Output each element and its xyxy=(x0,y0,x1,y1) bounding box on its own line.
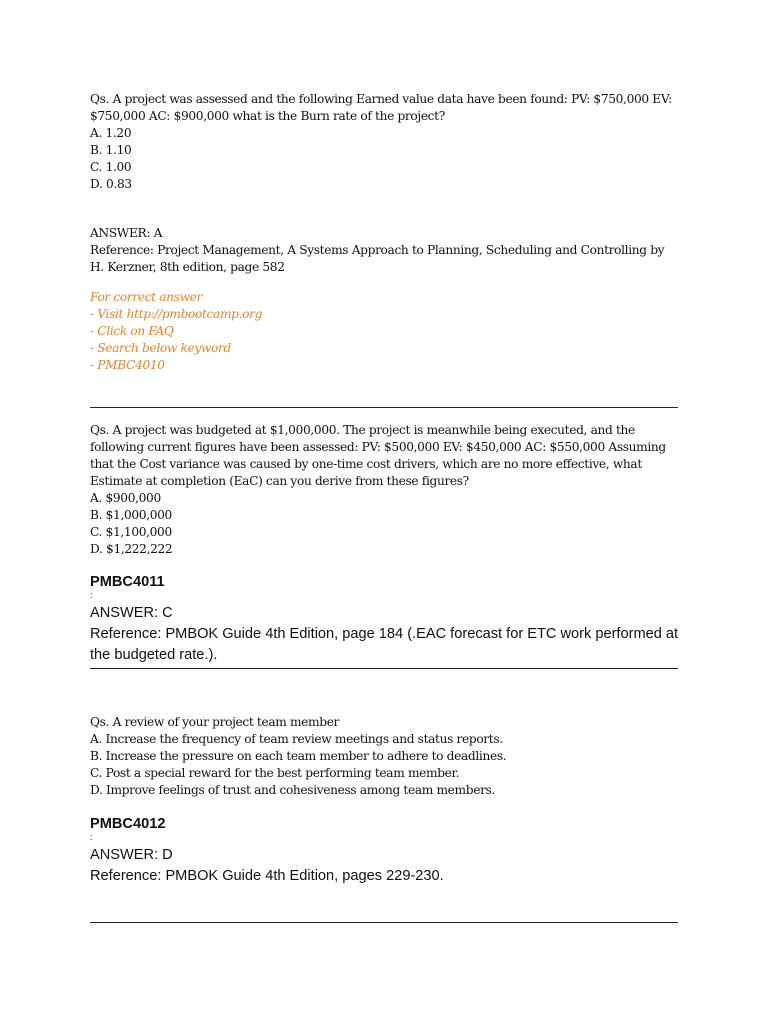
question-3-text: Qs. A review of your project team member xyxy=(90,715,340,729)
question-1-option-a: A. 1.20 xyxy=(90,126,132,140)
divider-1 xyxy=(90,407,678,408)
question-3-colon: : xyxy=(90,832,93,842)
answer-3-reference: Reference: PMBOK Guide 4th Edition, pages 229-230. xyxy=(90,868,444,884)
question-2-option-b: B. $1,000,000 xyxy=(90,508,172,522)
question-2-text: Qs. A project was budgeted at $1,000,000. The project is meanwhile being executed, and the following current figures have been assessed: PV: $500,000 EV: $450,000 AC: $550,000 Assuming that the Cost variance was caused by one-time cost drivers, which are no more effective, what Estimate at completion (EaC) can you derive from these figures? xyxy=(90,423,666,488)
answer-3 xyxy=(90,815,680,887)
answer-2 xyxy=(90,573,680,666)
question-2-option-c: C. $1,100,000 xyxy=(90,525,172,539)
promo-line-title: For correct answer xyxy=(90,290,202,304)
question-2-option-d: D. $1,222,222 xyxy=(90,542,173,556)
answer-1-label: ANSWER: A xyxy=(90,226,163,240)
divider-2 xyxy=(90,668,678,669)
promo-line-visit[interactable]: - Visit http://pmbootcamp.org xyxy=(90,307,263,321)
answer-1-reference: Reference: Project Management, A Systems Approach to Planning, Scheduling and Controlling by H. Kerzner, 8th edition, page 582 xyxy=(90,243,665,274)
question-3 xyxy=(90,714,680,799)
question-3-option-a: A. Increase the frequency of team review meetings and status reports. xyxy=(90,732,503,746)
question-3-option-d: D. Improve feelings of trust and cohesiveness among team members. xyxy=(90,783,495,797)
question-3-code: PMBC4012 xyxy=(90,816,166,832)
question-2 xyxy=(90,422,680,558)
answer-2-label: ANSWER: C xyxy=(90,605,173,621)
question-3-option-c: C. Post a special reward for the best performing team member. xyxy=(90,766,460,780)
question-1-option-c: C. 1.00 xyxy=(90,160,132,174)
divider-3 xyxy=(90,922,678,923)
question-2-option-a: A. $900,000 xyxy=(90,491,161,505)
question-3-option-b: B. Increase the pressure on each team member to adhere to deadlines. xyxy=(90,749,507,763)
answer-2-reference: Reference: PMBOK Guide 4th Edition, page 184 (.EAC forecast for ETC work performed at the budgeted rate.). xyxy=(90,626,679,663)
promo-line-keyword: - PMBC4010 xyxy=(90,358,165,372)
question-1-text: Qs. A project was assessed and the following Earned value data have been found: PV: $750,000 EV: $750,000 AC: $900,000 what is the Burn rate of the project? xyxy=(90,92,672,123)
question-1-option-b: B. 1.10 xyxy=(90,143,132,157)
question-1-option-d: D. 0.83 xyxy=(90,177,132,191)
question-2-colon: : xyxy=(90,590,93,600)
answer-3-label: ANSWER: D xyxy=(90,847,173,863)
answer-1 xyxy=(90,225,680,276)
promo-line-faq: - Click on FAQ xyxy=(90,324,174,338)
question-1 xyxy=(90,91,680,193)
question-2-code: PMBC4011 xyxy=(90,574,165,590)
promo-line-search: - Search below keyword xyxy=(90,341,231,355)
promo-instructions xyxy=(90,289,680,374)
